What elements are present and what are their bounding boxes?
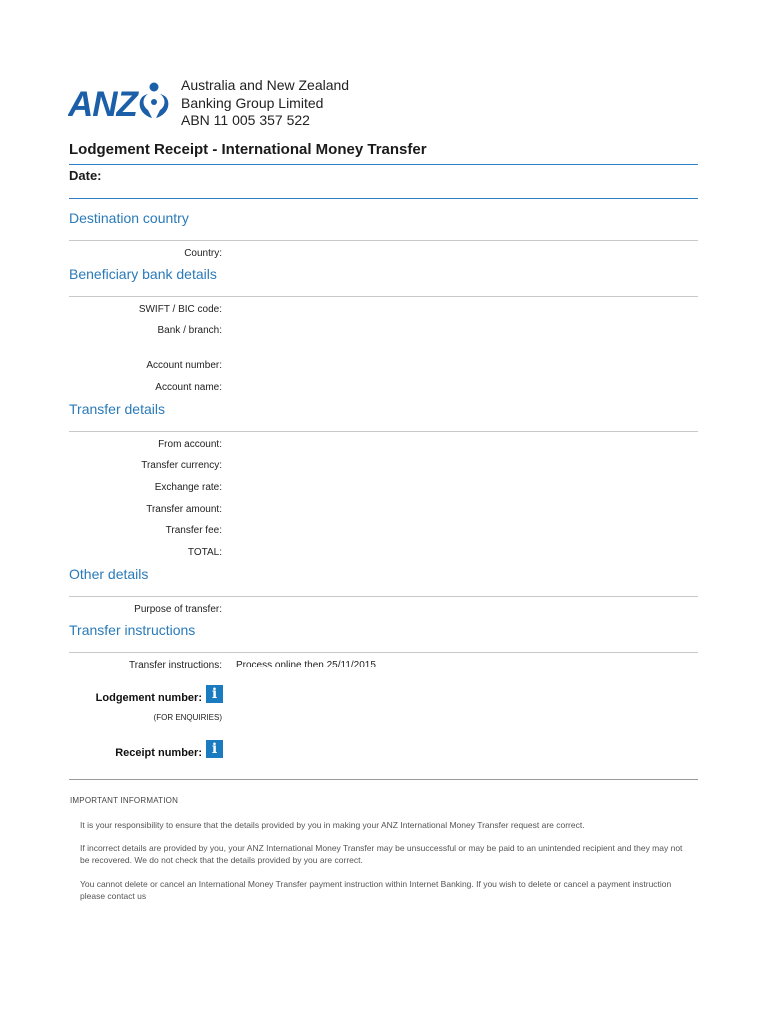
bank-branch-label: Bank / branch:: [157, 325, 222, 336]
receipt-number-label: Receipt number:: [115, 747, 202, 759]
important-heading: IMPORTANT INFORMATION: [70, 796, 179, 805]
transfer-currency-label: Transfer currency:: [141, 460, 222, 471]
lodgement-info-icon[interactable]: i: [206, 685, 223, 703]
important-paragraph: It is your responsibility to ensure that the details provided by you in making your ANZ International Money Transfer request are correct.: [80, 820, 585, 830]
important-paragraph: If incorrect details are provided by you, your ANZ International Money Transfer may be unsuccessful or may be paid to an unintended recipient and they may not be recovered. We do not check that the details provided by you are correct.: [80, 843, 683, 865]
important-divider: [69, 779, 698, 780]
anz-logo: [68, 80, 173, 125]
receipt-info-icon[interactable]: i: [206, 740, 223, 758]
anz-people-icon: [140, 83, 169, 119]
bank-details: [181, 77, 349, 130]
section-beneficiary-title: Beneficiary bank details: [69, 266, 217, 282]
section-divider: [69, 296, 698, 297]
section-divider: [69, 431, 698, 432]
account-name-label: Account name:: [155, 382, 222, 393]
country-label: Country:: [184, 248, 222, 259]
transfer-fee-label: Transfer fee:: [165, 525, 222, 536]
section-divider: [69, 240, 698, 241]
exchange-rate-label: Exchange rate:: [154, 482, 222, 493]
total-label: TOTAL:: [187, 547, 222, 558]
section-instructions-title: Transfer instructions: [69, 622, 196, 638]
lodgement-number-label: Lodgement number:: [95, 692, 202, 704]
bank-line: Banking Group Limited: [181, 94, 324, 111]
title-divider: [69, 164, 698, 165]
from-account-label: From account:: [158, 439, 222, 450]
bank-line: ABN 11 005 357 522: [181, 112, 310, 128]
swift-label: SWIFT / BIC code:: [138, 304, 222, 315]
transfer-amount-label: Transfer amount:: [146, 504, 222, 515]
page-title: Lodgement Receipt - International Money Transfer: [69, 141, 427, 158]
important-paragraph: You cannot delete or cancel an International Money Transfer payment instruction within Internet Banking. If you wish to delete or cancel a payment instruction please contact us: [80, 879, 672, 901]
anz-logo-text: ANZ: [68, 85, 137, 124]
section-divider: [69, 652, 698, 653]
section-divider: [69, 596, 698, 597]
date-label: Date:: [69, 168, 102, 183]
bank-line: Australia and New Zealand: [181, 77, 350, 93]
section-destination-title: Destination country: [69, 210, 189, 226]
section-transfer-title: Transfer details: [69, 401, 165, 417]
enquiries-note: (FOR ENQUIRIES): [153, 713, 222, 722]
date-divider: [69, 198, 698, 199]
transfer-instructions-label: Transfer instructions:: [129, 660, 222, 671]
section-other-title: Other details: [69, 566, 149, 582]
purpose-label: Purpose of transfer:: [134, 604, 222, 615]
transfer-instructions-value: Process online then 25/11/2015: [236, 660, 376, 667]
account-number-label: Account number:: [146, 360, 222, 371]
